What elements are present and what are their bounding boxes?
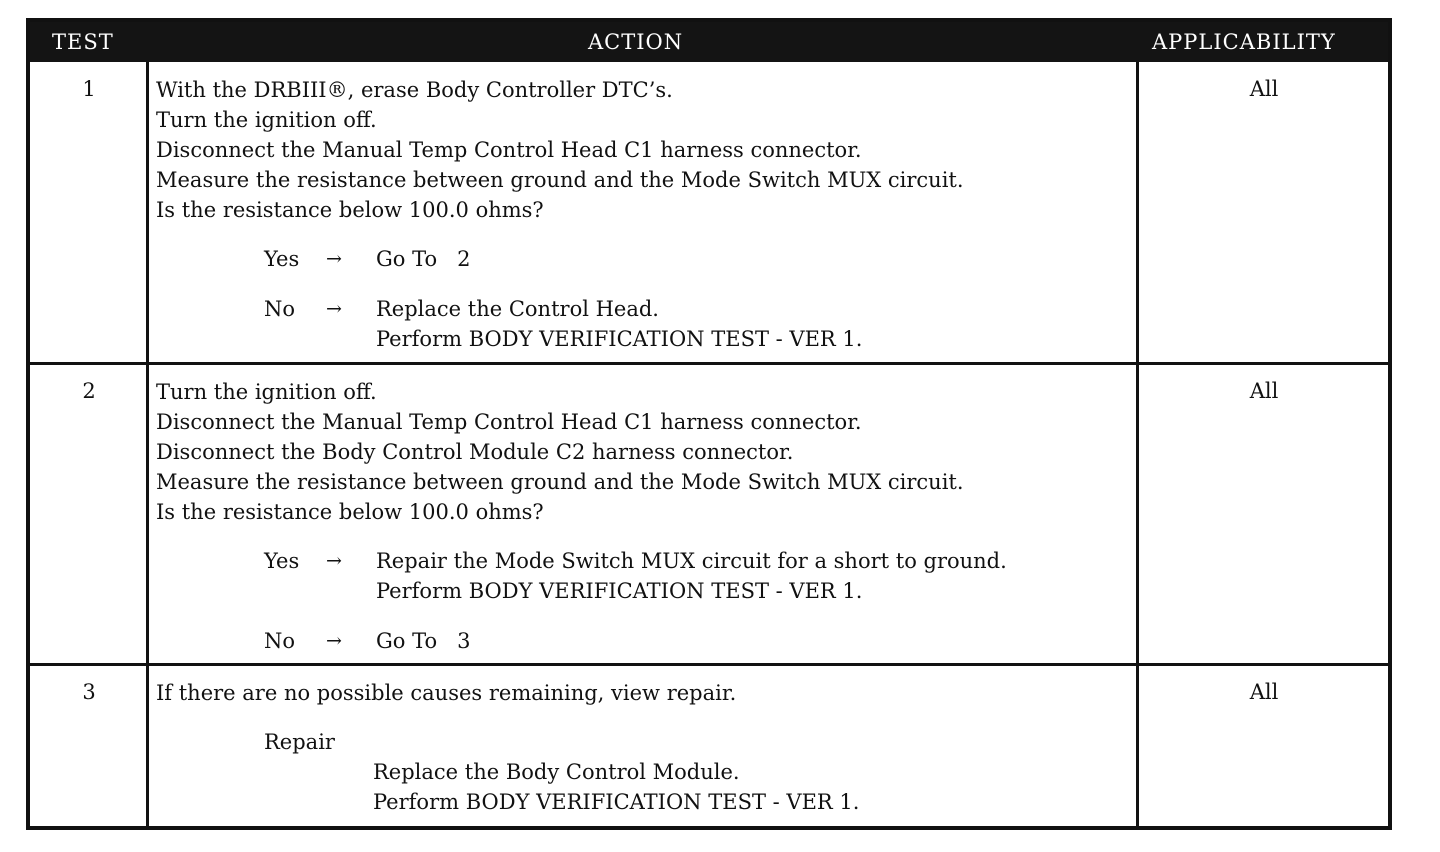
action-line: Disconnect the Manual Temp Control Head C1 harness connector.: [156, 410, 862, 434]
header-action: ACTION: [588, 30, 684, 54]
arrow-icon: →: [326, 630, 342, 652]
action-line: Is the resistance below 100.0 ohms?: [156, 198, 544, 222]
no-result: Go To 3: [376, 629, 471, 653]
applicability-value: All: [1249, 379, 1279, 403]
action-line: Disconnect the Body Control Module C2 harness connector.: [156, 440, 794, 464]
no-label: No: [264, 297, 296, 321]
no-label: No: [264, 629, 296, 653]
yes-result: Repair the Mode Switch MUX circuit for a short to ground.: [376, 549, 1007, 573]
test-number: 2: [82, 379, 96, 403]
no-result: Replace the Control Head.: [376, 297, 659, 321]
test-number: 3: [82, 680, 96, 704]
table-header: [30, 22, 1388, 62]
column-divider: [146, 62, 149, 826]
arrow-icon: →: [326, 298, 342, 320]
action-line: Turn the ignition off.: [156, 380, 377, 404]
action-line: Disconnect the Manual Temp Control Head C1 harness connector.: [156, 138, 862, 162]
action-line: Measure the resistance between ground and the Mode Switch MUX circuit.: [156, 168, 964, 192]
header-applicability: APPLICABILITY: [1152, 30, 1336, 54]
yes-result: Go To 2: [376, 247, 471, 271]
arrow-icon: →: [326, 550, 342, 572]
test-table: [26, 18, 1392, 830]
column-divider: [1136, 62, 1139, 826]
header-test: TEST: [52, 30, 114, 54]
row-divider: [30, 362, 1388, 365]
action-line: Is the resistance below 100.0 ohms?: [156, 500, 544, 524]
repair-label: Repair: [264, 730, 335, 754]
action-line: Turn the ignition off.: [156, 108, 377, 132]
no-result: Perform BODY VERIFICATION TEST - VER 1.: [376, 327, 863, 351]
action-line: With the DRBIII®, erase Body Controller DTC’s.: [156, 78, 673, 102]
yes-label: Yes: [264, 549, 300, 573]
repair-text: Perform BODY VERIFICATION TEST - VER 1.: [373, 790, 860, 814]
applicability-value: All: [1249, 77, 1279, 101]
row-divider: [30, 663, 1388, 666]
applicability-value: All: [1249, 680, 1279, 704]
repair-text: Replace the Body Control Module.: [373, 760, 740, 784]
yes-label: Yes: [264, 247, 300, 271]
action-line: If there are no possible causes remaining, view repair.: [156, 681, 737, 705]
test-number: 1: [82, 77, 96, 101]
yes-result: Perform BODY VERIFICATION TEST - VER 1.: [376, 579, 863, 603]
arrow-icon: →: [326, 248, 342, 270]
action-line: Measure the resistance between ground and the Mode Switch MUX circuit.: [156, 470, 964, 494]
